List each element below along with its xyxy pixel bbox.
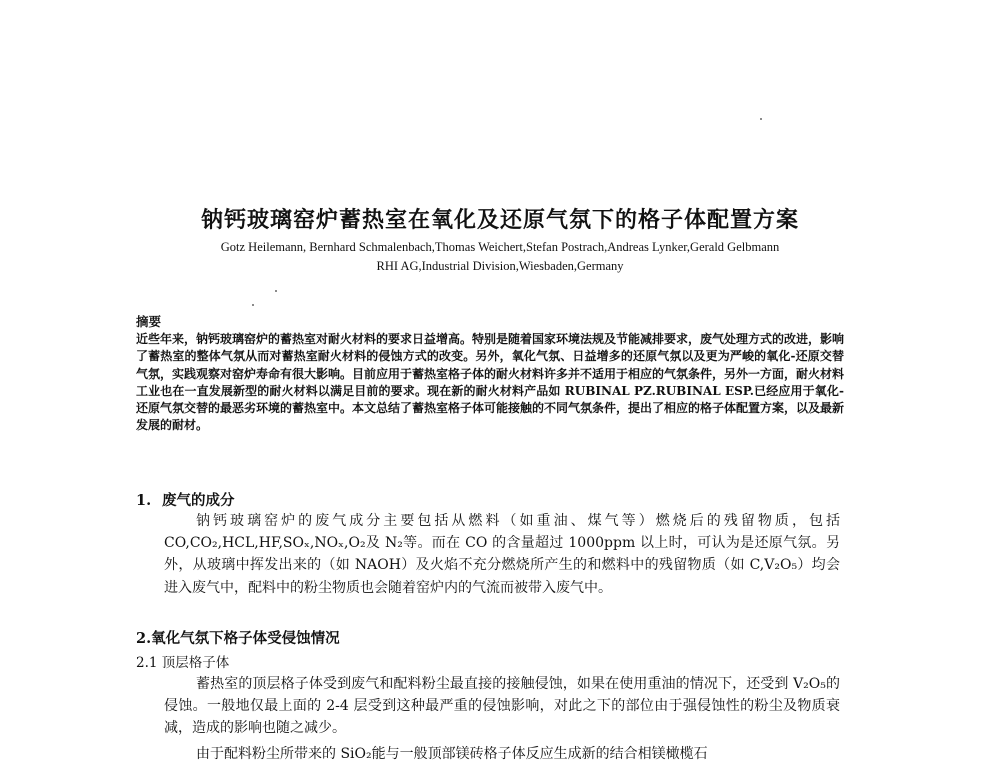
section-2-heading	[136, 627, 340, 648]
scan-speck	[275, 290, 277, 292]
abstract-heading: 摘要	[136, 314, 162, 329]
scan-speck	[252, 304, 254, 306]
affiliation: RHI AG,Industrial Division,Wiesbaden,Germany	[376, 259, 624, 273]
scan-speck	[760, 118, 762, 120]
abstract-text: 近些年来，钠钙玻璃窑炉的蓄热室对耐火材料的要求日益增高。特别是随着国家环境法规及节能减排要求，废气处理方式的改进，影响了蓄热室的整体气氛从而对蓄热室耐火材料的侵蚀方式的改变。另外，氧化气氛、日益增多的还原气氛以及更为严峻的氧化-还原交替气氛，实践观察对窑炉寿命有很大影响。目前应用于蓄热室格子体的耐火材料许多并不适用于相应的气氛条件，另外一方面，耐火材料工业也在一直发展新型的耐火材料以满足目前的要求。现在新的耐火材料产品如 RUBINAL PZ.RUBINAL ESP.已经应用于氧化-还原气氛交替的最恶劣环境的蓄热室中。本文总结了蓄热室格子体可能接触的不同气氛条件，提出了相应的格子体配置方案，以及最新发展的耐材。	[136, 332, 845, 433]
paper-title: 钠钙玻璃窑炉蓄热室在氧化及还原气氛下的格子体配置方案	[200, 207, 799, 233]
section-1-heading	[136, 489, 235, 510]
subsection-2-1-heading: 2.1 顶层格子体	[136, 655, 230, 671]
section-2-1-paragraph: 蓄热室的顶层格子体受到废气和配料粉尘最直接的接触侵蚀，如果在使用重油的情况下，还受到 V₂O₅的侵蚀。一般地仅最上面的 2-4 层受到这种最严重的侵蚀影响，对此之下的部位由于强侵蚀性的粉尘及物质衰减，造成的影响也随之减少。	[164, 676, 840, 737]
section-1-title: 废气的成分	[162, 492, 235, 509]
section-1-paragraph: 钠钙玻璃窑炉的废气成分主要包括从燃料（如重油、煤气等）燃烧后的残留物质，包括 CO,CO₂,HCL,HF,SOₓ,NOₓ,O₂及 N₂等。而在 CO 的含量超过 1000ppm 以上时，可认为是还原气氛。另外，从玻璃中挥发出来的（如 NAOH）及火焰不充分燃烧所产生的和燃料中的残留物质（如 C,V₂O₅）均会进入废气中，配料中的粉尘物质也会随着窑炉内的气流而被带入废气中。	[164, 513, 840, 596]
section-2-1-paragraph-partial: 由于配料粉尘所带来的 SiO₂能与一般顶部镁砖格子体反应生成新的结合相镁橄榄石	[196, 746, 708, 762]
section-1-number: 1.	[136, 492, 152, 509]
section-2-title: 氧化气氛下格子体受侵蚀情况	[151, 630, 340, 647]
section-2-number: 2.	[136, 630, 152, 647]
author-list: Gotz Heilemann, Bernhard Schmalenbach,Thomas Weichert,Stefan Postrach,Andreas Lynker,Gerald Gelbmann	[220, 240, 780, 254]
